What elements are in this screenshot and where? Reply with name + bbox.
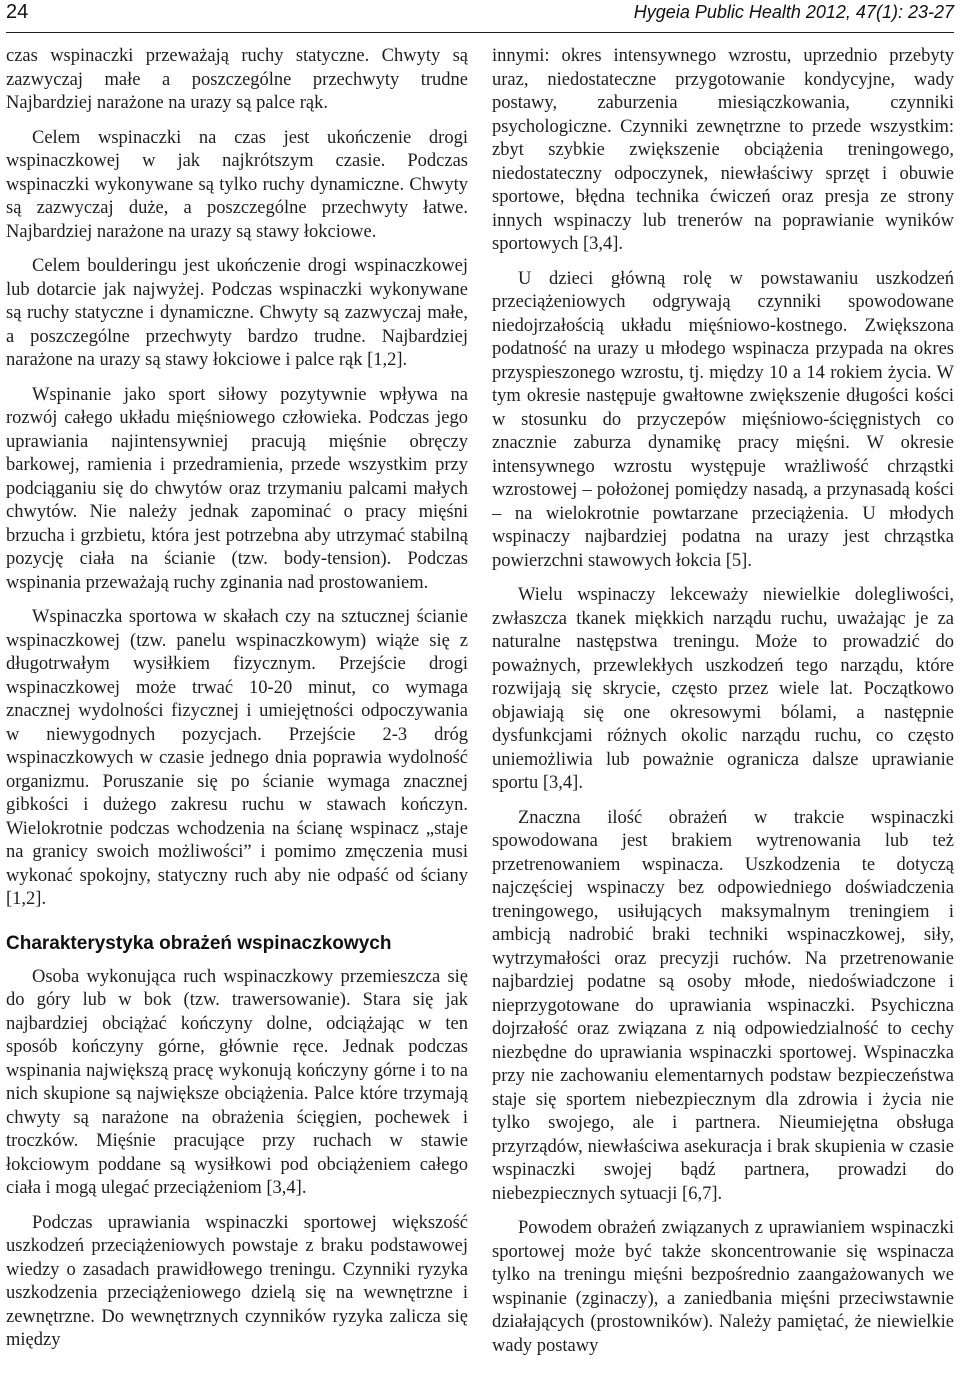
page-number: 24 <box>6 1 29 23</box>
paragraph: Podczas uprawiania wspinaczki sportowej większość uszkodzeń przeciążeniowych powstaje z braku podstawowej wiedzy o zasadach prawidłowego treningu. Czynniki ryzyka uszkodzenia przeciążeniowego dzielą się na wewnętrzne i zewnętrzne. Do wewnętrznych czynników ryzyka zalicza się między <box>6 1212 468 1350</box>
paragraph: Celem boulderingu jest ukończenie drogi wspinaczkowej lub dotarcie jak najwyżej. Podczas wspinaczki wykonywane są ruchy statyczne i dynamiczne. Chwyty są zazwyczaj małe, a poszczególne przechwyty bardzo trudne. Najbardziej narażone na urazy są stawy łokciowe i palce rąk [1,2]. <box>6 256 468 370</box>
journal-citation: Hygeia Public Health 2012, 47(1): 23-27 <box>633 2 954 22</box>
paragraph: Powodem obrażeń związanych z uprawianiem wspinaczki sportowej może być także skoncentrowanie się wspinacza tylko na treningu mięśni bezpośrednio zaangażowanych we wspinanie (zginaczy), a zaniedbania mięśni przeciwstawnie działających (prostowników). Należy pamiętać, że niewielkie wady postawy <box>492 1218 954 1356</box>
paragraph: czas wspinaczki przeważają ruchy statyczne. Chwyty są zazwyczaj małe a poszczególne przechwyty trudne Najbardziej narażone na urazy są palce rąk. <box>6 46 468 113</box>
paragraph: Osoba wykonująca ruch wspinaczkowy przemieszcza się do góry lub w bok (tzw. trawersowanie). Stara się jak najbardziej obciążać kończyny dolne, odciążając w ten sposób kończyny górne, głównie ręce. Jednak podczas wspinania największą pracę wykonują kończyny górne i to na nich skupione są największe obciążenia. Palce które trzymają chwyty są narażone na obrażenia ścięgien, pochewek i troczków. Mięśnie pracujące przy ruchach w stawie łokciowym poddane są wysiłkowi pod obciążeniem całego ciała i mogą ulegać przeciążeniom [3,4]. <box>6 966 468 1198</box>
paragraph: innymi: okres intensywnego wzrostu, uprzednio przebyty uraz, niedostateczne przygotowanie kondycyjne, wady postawy, zaburzenia miesiączkowania, czynniki psychologiczne. Czynniki zewnętrzne to przede wszystkim: zbyt szybkie zwiększenie obciążenia treningowego, niedostateczny odpoczynek, niewłaściwy sprzęt i obuwie sportowe, błędna technika ćwiczeń oraz presja ze strony innych wspinaczy lub trenerów na poprawianie wyników sportowych [3,4]. <box>492 46 954 254</box>
paragraph: Wspinaczka sportowa w skałach czy na sztucznej ścianie wspinaczkowej (tzw. panelu wspinaczkowym) wiąże się z długotrwałym wysiłkiem fizycznym. Przejście drogi wspinaczkowej może trwać 10-20 minut, co wymaga znacznej wydolności fizycznej i umiejętności odpoczywania w niewygodnych pozycjach. Przejście 2-3 dróg wspinaczkowych w czasie jednego dnia poprawia wydolność organizmu. Poruszanie się po ścianie wymaga znacznej gibkości i dużego zakresu ruchu w stawach kończyn. Wielokrotnie podczas wchodzenia na ścianę wspinacz „staje na granicy swoich możliwości” i pomimo zmęczenia musi wykonać spokojny, statyczny ruch aby nie odpaść od ściany [1,2]. <box>6 607 468 909</box>
page-header <box>6 0 954 33</box>
paragraph: Celem wspinaczki na czas jest ukończenie drogi wspinaczkowej w jak najkrótszym czasie. Podczas wspinaczki wykonywane są tylko ruchy dynamiczne. Chwyty są zazwyczaj duże, a poszczególne przechwyty łatwe. Najbardziej narażone na urazy są stawy łokciowe. <box>6 127 468 242</box>
paragraph: Znaczna ilość obrażeń w trakcie wspinaczki spowodowana jest brakiem wytrenowania lub też przetrenowaniem wspinacza. Uszkodzenia te dotyczą najczęściej wspinaczy bez odpowiedniego doświadczenia treningowego, usiłujących maksymalnym treningiem i ambicją nadrobić braki techniki wspinaczkowej, siły, wytrzymałości oraz precyzji ruchów. Na przetrenowanie najbardziej podatne są osoby młode, niedoświadczone i nieprzygotowane do uprawiania wspinaczki. Psychiczna dojrzałość oraz związana z nią odpowiedzialność to cechy niezbędne do uprawiania wspinaczki sportowej. Wspinaczka przy nie zachowaniu elementarnych podstaw bezpieczeństwa staje się sportem niebezpiecznym dla zdrowia i życia nie tylko swojego, ale i partnera. Nieumiejętna obsługa przyrządów, niewłaściwa asekuracja i brak skupienia w czasie wspinaczki swojej bądź partnera, prowadzi do niebezpiecznych sytuacji [6,7]. <box>492 807 954 1204</box>
left-column <box>6 45 468 1395</box>
paragraph: Wielu wspinaczy lekceważy niewielkie dolegliwości, zwłaszcza tkanek miękkich narządu ruchu, uważając je za naturalne następstwa treningu. Może to prowadzić do poważnych, przewlekłych uszkodzeń tego narządu, które rozwijają się skrycie, często przez wiele lat. Początkowo objawiają się one okresowymi bólami, a następnie dysfunkcjami różnych okolic narządu ruchu, co często uniemożliwia lub poważnie ogranicza dalsze uprawianie sportu [3,4]. <box>492 585 954 793</box>
section-heading: Charakterystyka obrażeń wspinaczkowych <box>6 932 392 954</box>
paragraph: Wspinanie jako sport siłowy pozytywnie wpływa na rozwój całego układu mięśniowego człowieka. Podczas jego uprawiania najintensywniej pracują mięśnie obręczy barkowej, ramienia i przedramienia, przede wszystkim przy podciąganiu się do chwytów oraz trzymaniu palcami małych chwytów. Nie należy jednak zapominać o pracy mięśni brzucha i grzbietu, która jest potrzebna aby utrzymać stabilną pozycję ciała na ścianie (tzw. body-tension). Podczas wspinania przeważają ruchy zginania nad prostowaniem. <box>6 384 468 593</box>
right-column <box>492 45 954 1395</box>
paragraph: U dzieci główną rolę w powstawaniu uszkodzeń przeciążeniowych odgrywają czynniki spowodowane niedojrzałością układu mięśniowo-kostnego. Zwiększona podatność na urazy u młodego wspinacza przypada na okres przyspieszonego wzrostu, tj. między 10 a 14 rokiem życia. W tym okresie następuje gwałtowne zwiększenie długości kości w stosunku do przyczepów mięśniowo-ścięgnistych co znacznie zaburza dynamikę pracy mięśni. W okresie intensywnego wzrostu występuje wrażliwość chrząstki wzrostowej – położonej pomiędzy nasadą, a przynasadą kości – na wielokrotnie powtarzane przeciążenia. U młodych wspinaczy najbardziej podatna na urazy jest chrząstka powierzchni stawowych łokcia [5]. <box>492 268 954 571</box>
